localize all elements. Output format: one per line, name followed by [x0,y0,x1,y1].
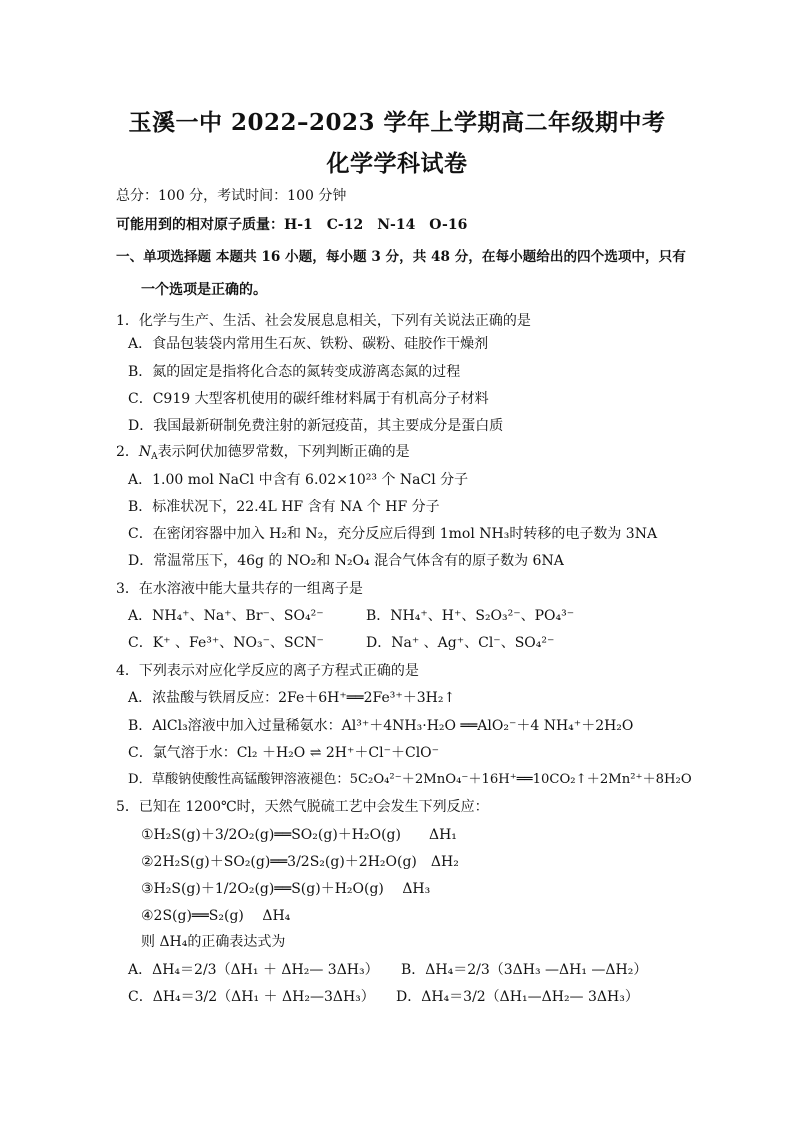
q5-reaction-2: ②2H₂S(g)＋SO₂(g)══3/2S₂(g)＋2H₂O(g) ΔH₂ [141,854,459,870]
atomic-masses: 可能用到的相对原子质量：H-1 C-12 N-14 O-16 [116,217,468,233]
q3-option-c: C．K⁺ 、Fe³⁺、NO₃⁻、SCN⁻ [128,635,324,651]
q3-option-b: B．NH₄⁺、H⁺、S₂O₃²⁻、PO₄³⁻ [366,608,575,624]
exam-title: 玉溪一中 2022–2023 学年上学期高二年级期中考 [128,109,666,136]
exam-subtitle: 化学学科试卷 [326,150,468,177]
q3-option-a: A．NH₄⁺、Na⁺、Br⁻、SO₄²⁻ [128,608,324,624]
exam-meta: 总分：100 分，考试时间：100 分钟 [116,188,347,204]
q2-stem-text: 表示阿伏加德罗常数，下列判断正确的是 [157,444,410,460]
q5-stem: 5．已知在 1200℃时，天然气脱硫工艺中会发生下列反应： [116,799,489,815]
q1-option-c: C．C919 大型客机使用的碳纤维材料属于有机高分子材料 [128,391,489,407]
q3-option-d: D．Na⁺ 、Ag⁺、Cl⁻、SO₄²⁻ [366,635,555,651]
q5-option-a: A．ΔH₄＝2/3（ΔH₁ ＋ ΔH₂— 3ΔH₃） [128,962,379,978]
section-heading-cont: 一个选项是正确的。 [141,282,267,298]
q5-option-c: C．ΔH₄＝3/2（ΔH₁ ＋ ΔH₂—3ΔH₃） [128,989,375,1005]
q1-stem: 1．化学与生产、生活、社会发展息息相关，下列有关说法正确的是 [116,313,531,329]
q2-na-symbol: N [138,444,152,460]
q2-stem [116,442,410,462]
q2-number: 2． [116,444,139,460]
section-heading: 一、单项选择题 本题共 16 小题，每小题 3 分，共 48 分，在每小题给出的四个选项中，只有 [116,249,686,265]
q1-option-d: D．我国最新研制免费注射的新冠疫苗，其主要成分是蛋白质 [128,418,504,434]
q4-stem: 4．下列表示对应化学反应的离子方程式正确的是 [116,663,419,679]
q2-option-d: D．常温常压下，46g 的 NO₂和 N₂O₄ 混合气体含有的原子数为 6NA [128,553,564,569]
q2-na-subscript: A [151,452,158,462]
q4-option-d: D．草酸钠使酸性高锰酸钾溶液褪色：5C₂O₄²⁻＋2MnO₄⁻＋16H⁺══10CO₂↑＋2Mn²⁺＋8H₂O [128,772,692,787]
q3-stem: 3．在水溶液中能大量共存的一组离子是 [116,581,363,597]
q5-option-d: D．ΔH₄＝3/2（ΔH₁—ΔH₂— 3ΔH₃） [396,989,639,1005]
q4-option-a: A．浓盐酸与铁屑反应：2Fe＋6H⁺══2Fe³⁺＋3H₂↑ [128,690,456,706]
q1-option-a: A．食品包装袋内常用生石灰、铁粉、碳粉、硅胶作干燥剂 [128,336,489,352]
q5-reaction-3: ③H₂S(g)＋1/2O₂(g)══S(g)＋H₂O(g) ΔH₃ [141,881,431,897]
q5-question: 则 ΔH₄的正确表达式为 [141,934,286,950]
q2-option-b: B．标准状况下，22.4L HF 含有 NA 个 HF 分子 [128,499,440,515]
q1-option-b: B．氮的固定是指将化合态的氮转变成游离态氮的过程 [128,364,461,380]
q2-option-a: A．1.00 mol NaCl 中含有 6.02×10²³ 个 NaCl 分子 [128,472,469,488]
q2-option-c: C．在密闭容器中加入 H₂和 N₂，充分反应后得到 1mol NH₃时转移的电子数为 3NA [128,526,658,542]
q5-reaction-4: ④2S(g)══S₂(g) ΔH₄ [141,908,291,924]
q5-option-b: B．ΔH₄＝2/3（3ΔH₃ —ΔH₁ —ΔH₂） [401,962,648,978]
q4-option-c: C．氯气溶于水：Cl₂ ＋H₂O ⇌ 2H⁺＋Cl⁻＋ClO⁻ [128,745,440,761]
q4-option-b: B．AlCl₃溶液中加入过量稀氨水：Al³⁺＋4NH₃·H₂O ══AlO₂⁻＋4 NH₄⁺＋2H₂O [128,718,634,734]
q5-reaction-1: ①H₂S(g)＋3/2O₂(g)══SO₂(g)＋H₂O(g) ΔH₁ [141,827,457,843]
